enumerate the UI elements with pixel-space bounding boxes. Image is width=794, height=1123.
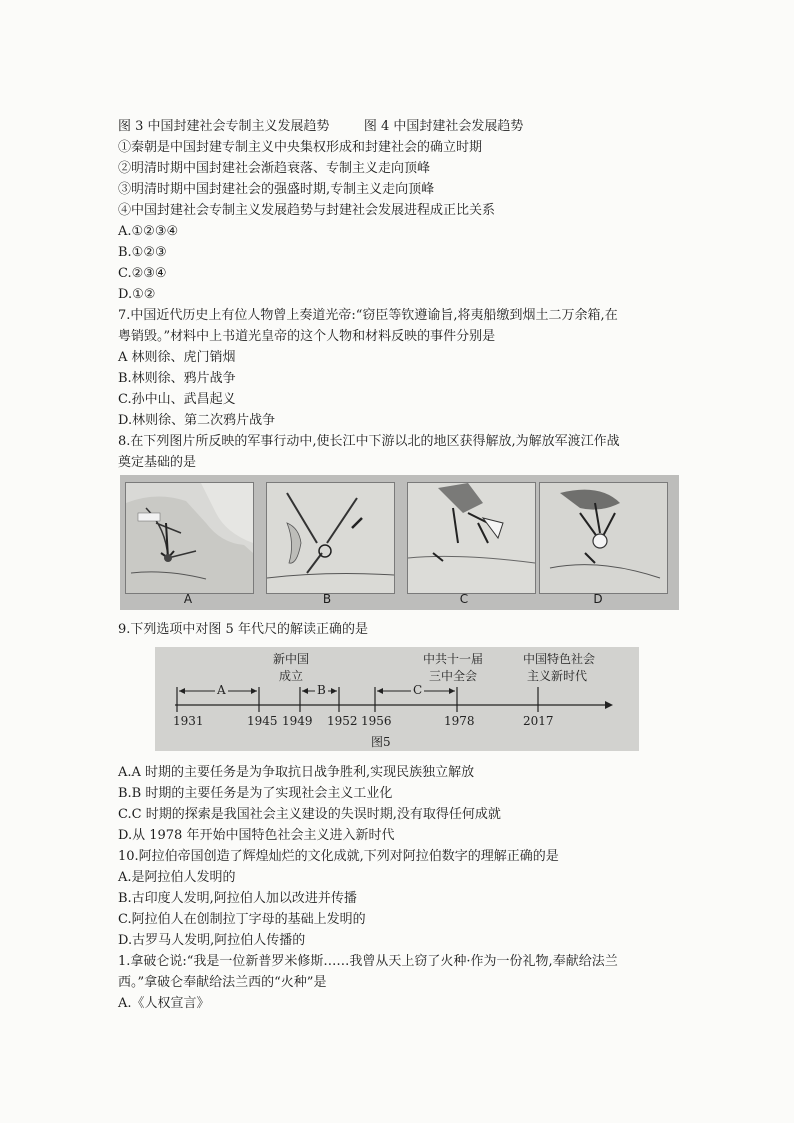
q6-option-d: D.①② (118, 287, 156, 302)
q8-stem-line2: 奠定基础的是 (118, 455, 197, 470)
timeline-event-prc-line2: 成立 (279, 669, 304, 683)
fig4-caption: 图 4 中国封建社会发展趋势 (363, 119, 524, 134)
q8-stem-line1: 8.在下列图片所反映的军事行动中,使长江中下游以北的地区获得解放,为解放军渡江作战 (118, 434, 620, 449)
q7-option-a: A 林则徐、虎门销烟 (118, 350, 236, 365)
q10-option-a: A.是阿拉伯人发明的 (118, 870, 236, 885)
q6-option-c: C.②③④ (118, 266, 167, 281)
timeline-segment-c: C (413, 683, 423, 697)
timeline-year-2017: 2017 (523, 714, 554, 728)
figure-captions (118, 117, 523, 137)
map-d-image (539, 482, 668, 594)
q7-option-c: C.孙中山、武昌起义 (118, 392, 236, 407)
timeline-event-plenum-line1: 中共十一届 (423, 652, 484, 666)
q9-option-c: C.C 时期的探索是我国社会主义建设的失误时期,没有取得任何成就 (118, 807, 501, 822)
map-b-label: B (322, 592, 332, 606)
q8-map-images (120, 475, 679, 610)
q6-statement-4: ④中国封建社会专制主义发展趋势与封建社会发展进程成正比关系 (118, 203, 496, 218)
map-b-image (266, 482, 395, 594)
timeline-year-1949: 1949 (282, 714, 313, 728)
q9-option-a: A.A 时期的主要任务是为争取抗日战争胜利,实现民族独立解放 (118, 765, 475, 780)
q9-stem: 9.下列选项中对图 5 年代尺的解读正确的是 (118, 622, 368, 637)
q11-option-a: A.《人权宣言》 (118, 996, 210, 1011)
q6-statement-3: ③明清时期中国封建社会的强盛时期,专制主义走向顶峰 (118, 182, 435, 197)
q6-option-b: B.①②③ (118, 245, 167, 260)
q9-option-d: D.从 1978 年开始中国特色社会主义进入新时代 (118, 828, 395, 843)
timeline-year-1931: 1931 (173, 714, 204, 728)
q7-option-b: B.林则徐、鸦片战争 (118, 371, 236, 386)
timeline-segment-a: A (217, 683, 226, 697)
timeline-event-prc-line1: 新中国 (273, 652, 310, 666)
timeline-event-new-era-line2: 主义新时代 (527, 669, 588, 683)
map-c-image (407, 482, 536, 594)
q11-stem-line2: 西。”拿破仑奉献给法兰西的“火种”是 (118, 975, 327, 990)
timeline-year-1956: 1956 (361, 714, 392, 728)
timeline-figure (155, 647, 639, 751)
q6-statement-1: ①秦朝是中国封建专制主义中央集权形成和封建社会的确立时期 (118, 140, 483, 155)
timeline-event-plenum-line2: 三中全会 (429, 669, 478, 683)
fig3-caption: 图 3 中国封建社会专制主义发展趋势 (118, 119, 330, 134)
map-d-label: D (593, 592, 603, 606)
map-a-image (125, 482, 254, 594)
q10-option-b: B.古印度人发明,阿拉伯人加以改进并传播 (118, 891, 357, 906)
q6-statement-2: ②明清时期中国封建社会渐趋衰落、专制主义走向顶峰 (118, 161, 431, 176)
q10-option-c: C.阿拉伯人在创制拉丁字母的基础上发明的 (118, 912, 366, 927)
timeline-year-1952: 1952 (327, 714, 358, 728)
q7-stem-line2: 粤销毁。”材料中上书道光皇帝的这个人物和材料反映的事件分别是 (118, 329, 496, 344)
timeline-year-1945: 1945 (247, 714, 278, 728)
q9-option-b: B.B 时期的主要任务是为了实现社会主义工业化 (118, 786, 393, 801)
q7-option-d: D.林则徐、第二次鸦片战争 (118, 413, 276, 428)
q10-stem: 10.阿拉伯帝国创造了辉煌灿烂的文化成就,下列对阿拉伯数字的理解正确的是 (118, 849, 559, 864)
map-a-label: A (183, 592, 193, 606)
q7-stem-line1: 7.中国近代历史上有位人物曾上奏道光帝:“窃臣等钦遵谕旨,将夷船缴到烟土二万余箱,在 (118, 308, 618, 323)
q10-option-d: D.古罗马人发明,阿拉伯人传播的 (118, 933, 306, 948)
q6-option-a: A.①②③④ (118, 224, 179, 239)
timeline-year-1978: 1978 (444, 714, 475, 728)
timeline-segment-b: B (317, 683, 326, 697)
map-c-label: C (459, 592, 469, 606)
timeline-event-new-era-line1: 中国特色社会 (523, 652, 596, 666)
timeline-caption: 图5 (371, 735, 391, 749)
q11-stem-line1: 1.拿破仑说:“我是一位新普罗米修斯……我曾从天上窃了火种·作为一份礼物,奉献给法兰 (118, 954, 618, 969)
